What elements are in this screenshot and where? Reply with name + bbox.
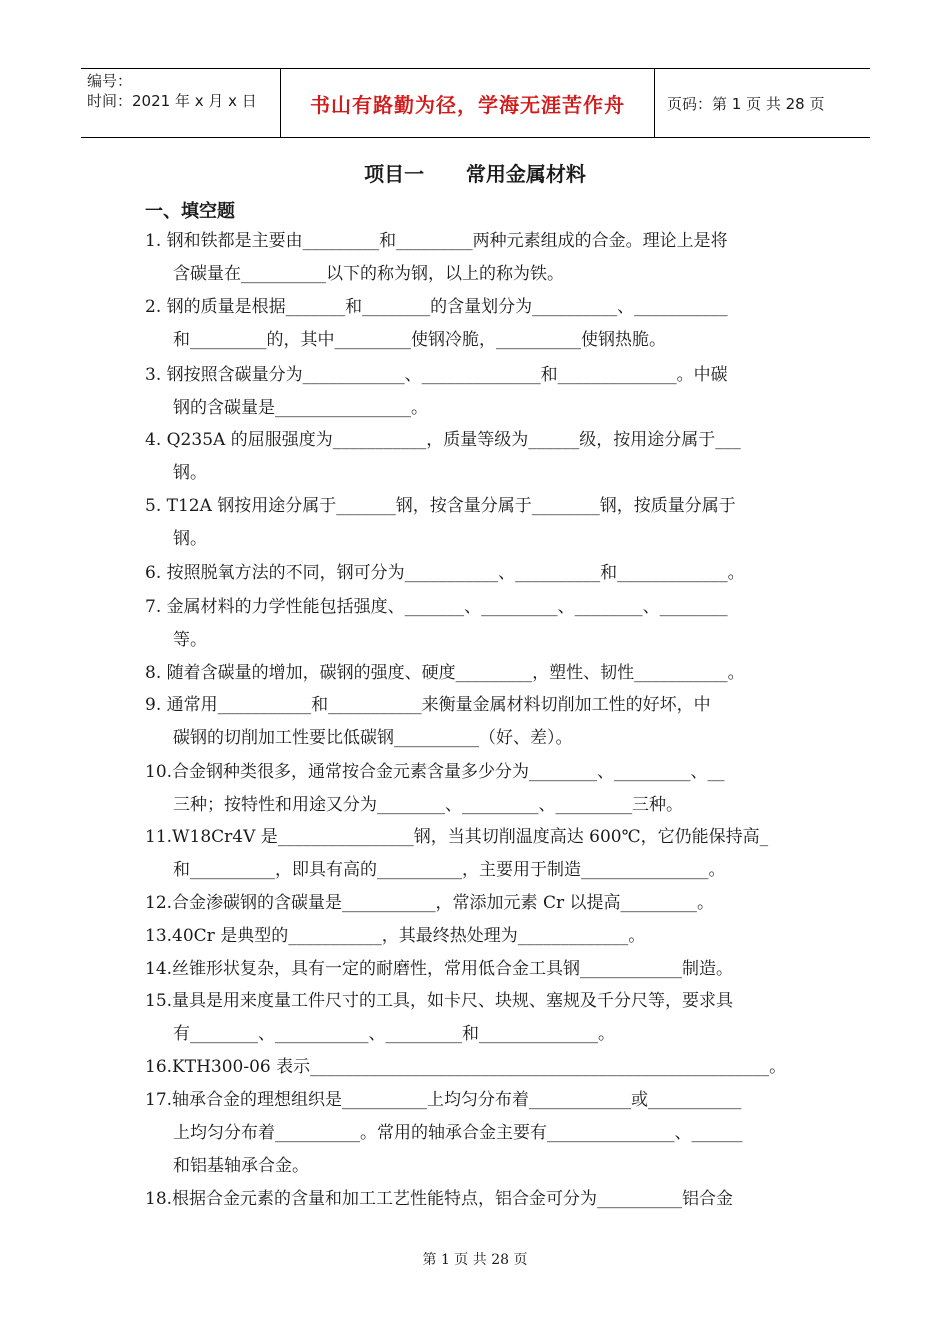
question-2 [145,291,810,357]
question-line: 钢的含碳量是________________。 [173,398,428,418]
question-10 [145,756,810,822]
question-11 [145,821,810,887]
question-line: 15.量具是用来度量工件尺寸的工具，如卡尺、块规、塞规及千分尺等，要求具 [145,991,734,1011]
question-line: 等。 [173,630,207,650]
question-9 [145,689,810,755]
question-line: 三种；按特性和用途又分为________、_________、_________三种。 [173,795,683,815]
question-line: 2. 钢的质量是根据_______和________的含量划分为__________、___________ [145,297,728,317]
question-line: 4. Q235A 的屈服强度为___________，质量等级为______级，按用途分属于___ [145,430,741,450]
question-line: 钢。 [173,463,207,483]
question-line: 11.W18Cr4V 是________________钢，当其切削温度高达 600℃，它仍能保持高_ [145,827,769,847]
question-line: 13.40Cr 是典型的___________，其最终热处理为_____________。 [145,926,646,946]
header-table [81,68,870,138]
question-line: 10.合金钢种类很多，通常按合金元素含量多少分为________、_________、__ [145,762,725,782]
question-line: 1. 钢和铁都是主要由_________和_________两种元素组成的合金。理论上是将 [145,231,728,251]
question-line: 上均匀分布着__________。常用的轴承合金主要有_______________、______ [173,1123,743,1143]
question-8 [145,657,810,690]
question-line: 和铝基轴承合金。 [173,1156,309,1176]
page-footer: 第 1 页 共 28 页 [422,1252,528,1268]
question-15 [145,985,810,1051]
page-info: 页码：第 1 页 共 28 页 [667,94,825,113]
question-line: 6. 按照脱氧方法的不同，钢可分为___________、__________和_____________。 [145,563,745,583]
question-line: 17.轴承合金的理想组织是__________上均匀分布着____________或___________ [145,1090,742,1110]
question-line: 含碳量在__________以下的称为钢，以上的称为铁。 [173,264,564,284]
question-12 [145,887,810,920]
question-17 [145,1084,810,1183]
question-line: 3. 钢按照含碳量分为____________、______________和______________。中碳 [145,365,728,385]
question-6 [145,557,810,590]
question-line: 16.KTH300-06 表示______________________________________________________。 [145,1057,787,1077]
question-line: 有________、___________、_________和______________。 [173,1024,615,1044]
question-line: 和__________，即具有高的__________，主要用于制造_______________。 [173,860,726,880]
question-line: 8. 随着含碳量的增加，碳钢的强度、硬度_________，塑性、韧性___________。 [145,663,745,683]
question-13 [145,920,810,953]
section-heading: 一、填空题 [145,201,235,222]
question-line: 和_________的，其中_________使钢冷脆，__________使钢热脆。 [173,330,666,350]
question-line: 5. T12A 钢按用途分属于_______钢，按含量分属于________钢，按质量分属于 [145,496,736,516]
question-4 [145,424,810,490]
question-7 [145,591,810,657]
question-3 [145,359,810,425]
question-line: 9. 通常用___________和___________来衡量金属材料切削加工性的好坏，中 [145,695,711,715]
question-line: 18.根据合金元素的含量和加工工艺性能特点，铝合金可分为__________铝合金 [145,1189,734,1209]
header-left-cell [81,69,281,137]
question-18 [145,1183,810,1216]
question-16 [145,1051,810,1084]
question-line: 碳钢的切削加工性要比低碳钢__________（好、差）。 [173,728,573,748]
number-label: 编号： [87,72,133,90]
time-label: 时间：2021 年 x 月 x 日 [87,92,257,110]
question-1 [145,225,810,291]
question-line: 14.丝锥形状复杂，具有一定的耐磨性，常用低合金工具钢____________制造。 [145,959,734,979]
motto: 书山有路勤为径，学海无涯苦作舟 [281,69,655,137]
page-title: 项目一 常用金属材料 [364,162,586,186]
question-14 [145,953,810,986]
question-line: 钢。 [173,529,207,549]
question-line: 12.合金渗碳钢的含碳量是___________，常添加元素 Cr 以提高_________。 [145,893,714,913]
question-5 [145,490,810,556]
question-line: 7. 金属材料的力学性能包括强度、_______、_________、________、________ [145,597,728,617]
